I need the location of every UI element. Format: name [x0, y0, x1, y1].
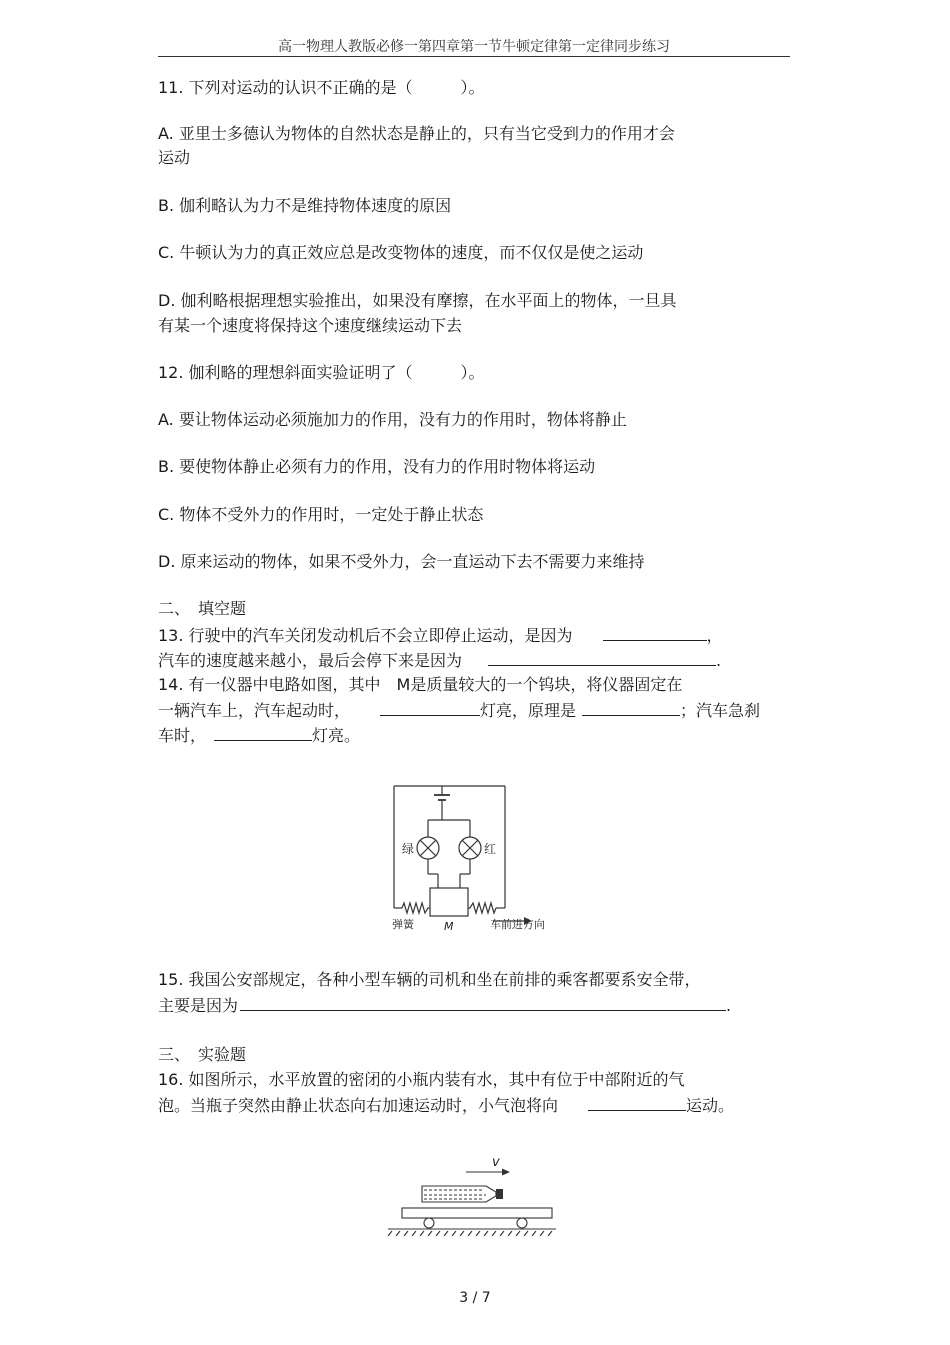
q13-text-2: 汽车的速度越来越小，最后会停下来是因为: [158, 651, 463, 670]
label-spring: 弹簧: [392, 918, 414, 930]
header-title: 高一物理人教版必修一第四章第一节牛顿定律第一定律同步练习: [278, 39, 670, 55]
q11-option-a-line2: 运动: [158, 148, 191, 167]
label-green-lamp: 绿: [402, 842, 415, 856]
q15-line1: 15. 我国公安部规定，各种小型车辆的司机和坐在前排的乘客都要系安全带，: [158, 970, 701, 989]
q14-blank-principle: [582, 700, 680, 716]
q15-line2: 主要是因为 .: [158, 996, 732, 1015]
q11-option-a-line1: A. 亚里士多德认为物体的自然状态是静止的，只有当它受到力的作用才会: [158, 124, 675, 143]
q13-line1: [158, 625, 723, 646]
q13-period: .: [716, 651, 722, 670]
q11-stem: 11. 下列对运动的认识不正确的是（ ）。: [158, 78, 485, 97]
header-rule: [158, 56, 790, 57]
q13-line2: [158, 650, 721, 671]
q13-blank-2: [488, 650, 716, 666]
q12-option-b: B. 要使物体静止必须有力的作用，没有力的作用时物体将运动: [158, 457, 596, 476]
label-red-lamp: 红: [484, 842, 497, 856]
q14-line3: 车时， 灯亮。: [158, 726, 361, 745]
q13-comma: ，: [706, 626, 723, 645]
q16-line2: 泡。当瓶子突然由静止状态向右加速运动时，小气泡将向 运动。: [158, 1096, 735, 1115]
q16-line1: 16. 如图所示，水平放置的密闭的小瓶内装有水，其中有位于中部附近的气: [158, 1070, 685, 1089]
page-number: 3 / 7: [459, 1290, 491, 1306]
q14-blank-brake: [214, 725, 312, 741]
label-direction: 车前进方向: [490, 918, 545, 930]
section-experiment-title: 三、 实验题: [158, 1045, 247, 1064]
q12-option-a: A. 要让物体运动必须施加力的作用，没有力的作用时，物体将静止: [158, 410, 627, 429]
q14-line2: 一辆汽车上，汽车起动时， 灯亮，原理是 ；汽车急刹: [158, 701, 761, 720]
q16-blank: [588, 1095, 686, 1111]
q11-option-d-line2: 有某一个速度将保持这个速度继续运动下去: [158, 316, 463, 335]
q12-stem: 12. 伽利略的理想斜面实验证明了（ ）。: [158, 363, 485, 382]
circuit-diagram: [380, 782, 580, 930]
q15-blank: [240, 995, 726, 1011]
label-velocity: v: [492, 1155, 500, 1170]
q11-option-c: C. 牛顿认为力的真正效应总是改变物体的速度，而不仅仅是使之运动: [158, 243, 644, 262]
q14-blank-start: [380, 700, 480, 716]
q11-option-b: B. 伽利略认为力不是维持物体速度的原因: [158, 196, 452, 215]
q13-text-1: 13. 行驶中的汽车关闭发动机后不会立即停止运动，是因为: [158, 626, 573, 645]
q12-option-d: D. 原来运动的物体，如果不受外力，会一直运动下去不需要力来维持: [158, 552, 645, 571]
section-fill-in-title: 二、 填空题: [158, 599, 247, 618]
q14-line1: 14. 有一仪器中电路如图，其中 M是质量较大的一个钨块，将仪器固定在: [158, 675, 683, 694]
q11-option-d-line1: D. 伽利略根据理想实验推出，如果没有摩擦，在水平面上的物体，一旦具: [158, 291, 677, 310]
bottle-cart-figure: [386, 1152, 558, 1236]
q13-blank-1: [603, 625, 707, 641]
q12-option-c: C. 物体不受外力的作用时，一定处于静止状态: [158, 505, 484, 524]
label-mass: M: [444, 920, 454, 930]
